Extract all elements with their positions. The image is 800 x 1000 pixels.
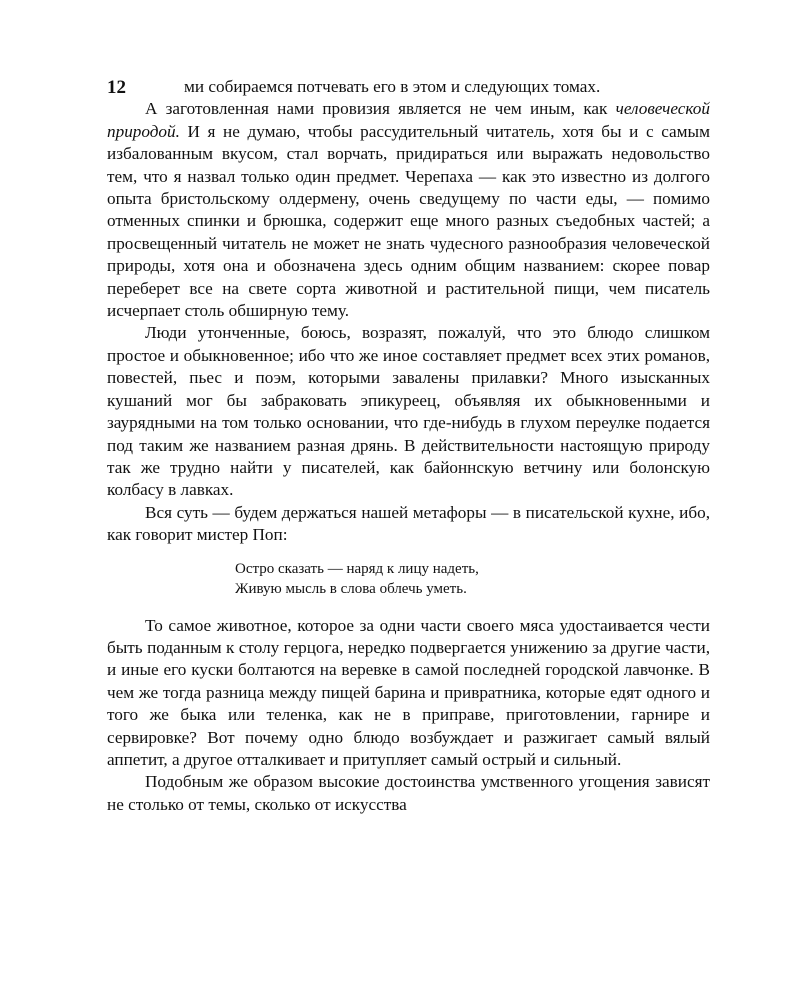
paragraph-mental-feast: Подобным же образом высокие достоинства умственного угощения зависят не столько от темы, сколько от искусства [107,772,710,814]
paragraph-continuation: ми собираемся потчевать его в этом и следующих томах. [184,77,601,96]
poem-line-1: Остро сказать — наряд к лицу надеть, [235,560,479,577]
book-page [107,76,710,816]
paragraph-provision-text-start: А заготовленная нами провизия является не чем иным, как [145,99,616,119]
poem-quote [235,559,710,599]
poem-line-2: Живую мысль в слова облечь уметь. [235,580,467,597]
paragraph-refined-people: Люди утонченные, боюсь, возразят, пожалуй, что это блюдо слишком простое и обыкновенное; ибо что же иное составляет предмет всех этих романов, повестей, пьес и поэм, которыми завалены прилавки? Много изысканных кушаний мог бы забраковать эпикуреец, объявляя их обыкновенными и заурядными на том только основании, что где-нибудь в глухом переулке подается под таким же названием разная дрянь. В действительности настоящую природу так же трудно найти у писателей, как байоннскую ветчину или болонскую колбасу в лавках. [107,323,710,500]
paragraph-provision-text-end: И я не думаю, чтобы рассудительный читатель, хотя бы и с самым избалованным вкусом, стал ворчать, придираться или выражать недовольство тем, что я назвал только один предмет. Черепаха — как это известно из долгого опыта бристольскому олдермену, очень сведущему по части еды, — помимо отменных спинки и брюшка, содержит еще много разных съедобных частей; а просвещенный читатель не может не знать чудесного разнообразия человеческой природы, хотя она и обозначена здесь одним общим названием: скорее повар переберет все на свете сорта животной и растительной пищи, чем писатель исчерпает столь обширную тему. [107,121,710,321]
paragraph-animal: То самое животное, которое за одни части своего мяса удостаивается чести быть поданным к столу герцога, нередко подвергается унижению за другие части, и иные его куски болтаются на веревке в самой последней городской лавчонке. В чем же тогда разница между пищей барина и привратника, которые едят одного и того же быка или теленка, как не в приправе, приготовлении, гарнире и сервировке? Вот почему одно блюдо возбуждает и разжигает самый вялый аппетит, а другое отталкивает и притупляет самый острый и сильный. [107,615,710,769]
paragraph-metaphor: Вся суть — будем держаться нашей метафоры — в писательской кухне, ибо, как говорит мистер Поп: [107,502,710,545]
paragraph-provision [107,98,710,322]
page-number: 12 [107,77,126,98]
italic-human-nature: человеческой природой. [107,99,710,141]
